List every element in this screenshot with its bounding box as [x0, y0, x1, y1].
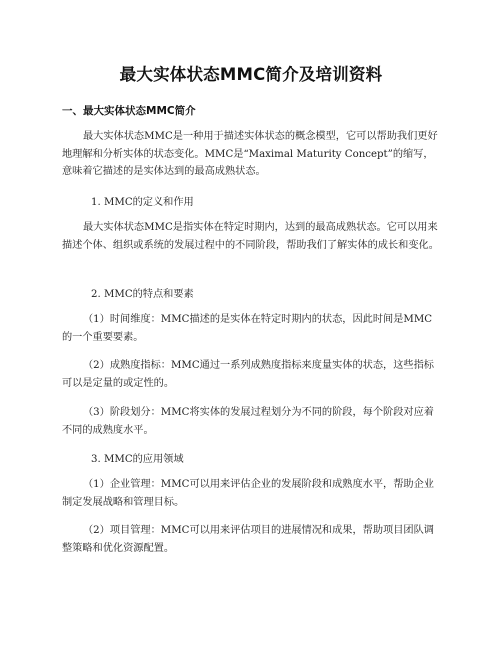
list-item: （2）成熟度指标：MMC通过一系列成熟度指标来度量实体的状态，这些指标可以是定量的或定性的。	[62, 360, 434, 389]
subsection-heading-1: 1. MMC的定义和作用	[91, 197, 194, 208]
list-item: （1）时间维度：MMC描述的是实体在特定时期内的状态，因此时间是MMC的一个重要要素。	[62, 314, 433, 343]
list-item: （3）阶段划分：MMC将实体的发展过程划分为不同的阶段，每个阶段对应着不同的成熟度水平。	[62, 407, 434, 436]
subsection-heading-2: 2. MMC的特点和要素	[91, 289, 194, 300]
list-item: （1）企业管理：MMC可以用来评估企业的发展阶段和成熟度水平，帮助企业制定发展战略和管理目标。	[62, 479, 434, 508]
subsection-heading-3: 3. MMC的应用领域	[91, 454, 184, 465]
intro-paragraph: 最大实体状态MMC是一种用于描述实体状态的概念模型，它可以帮助我们更好地理解和分析实体的状态变化。MMC是“Maximal Maturity Concept”的缩写，意味着它描述的是实体达到的最高成熟状态。	[62, 131, 438, 177]
list-item: （2）项目管理：MMC可以用来评估项目的进展情况和成果，帮助项目团队调整策略和优化资源配置。	[62, 525, 434, 554]
document-title: 最大实体状态MMC简介及培训资料	[119, 65, 383, 84]
section-heading: 一、最大实体状态MMC简介	[62, 105, 196, 117]
subsection-1-paragraph: 最大实体状态MMC是指实体在特定时期内，达到的最高成熟状态。它可以用来描述个体、组织或系统的发展过程中的不同阶段，帮助我们了解实体的成长和变化。	[62, 222, 439, 251]
